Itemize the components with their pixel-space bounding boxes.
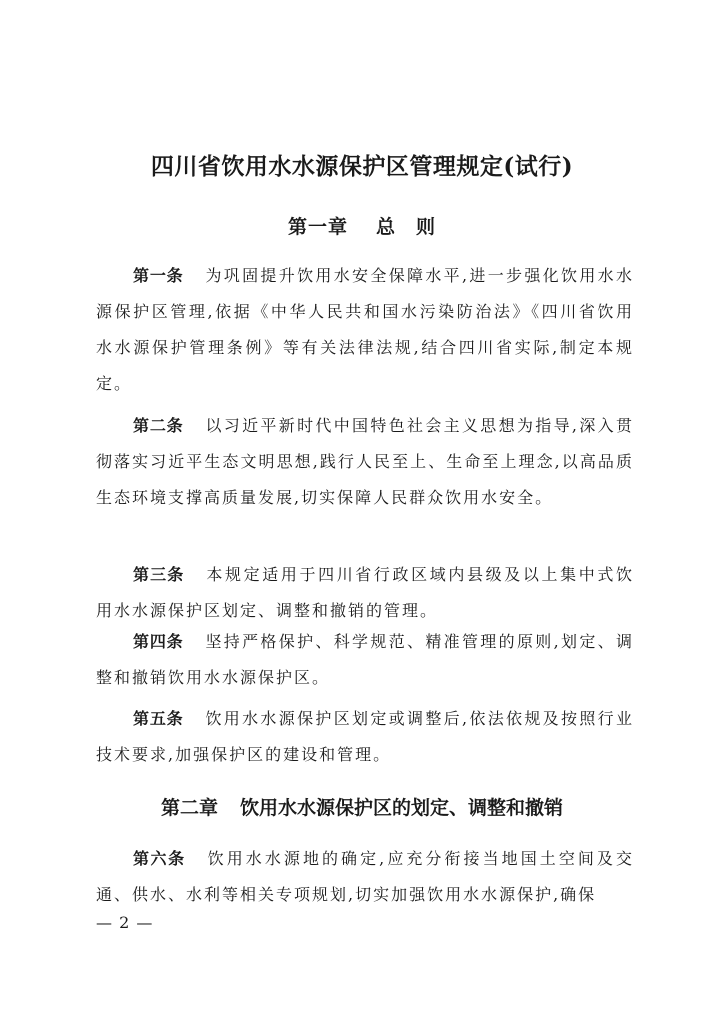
article-4 (96, 624, 634, 696)
article-3 (96, 557, 634, 629)
article-text: 饮用水水源保护区划定或调整后,依法依规及按照行业技术要求,加强保护区的建设和管理。 (96, 709, 634, 764)
article-label: 第一条 (133, 266, 184, 285)
article-label: 第四条 (133, 632, 184, 651)
page-number: — 2 — (96, 913, 154, 932)
article-text: 以习近平新时代中国特色社会主义思想为指导,深入贯彻落实习近平生态文明思想,践行人民至上、生命至上理念,以高品质生态环境支撑高质量发展,切实保障人民群众饮用水安全。 (96, 416, 634, 507)
article-5 (96, 701, 634, 773)
chapter-label: 第二章 (160, 797, 218, 819)
article-text: 为巩固提升饮用水安全保障水平,进一步强化饮用水水源保护区管理,依据《中华人民共和国水污染防治法》《四川省饮用水水源保护管理条例》等有关法律法规,结合四川省实际,制定本规定。 (96, 266, 634, 393)
article-text: 本规定适用于四川省行政区域内县级及以上集中式饮用水水源保护区划定、调整和撤销的管理。 (96, 565, 634, 620)
document-title: 四川省饮用水水源保护区管理规定(试行) (150, 153, 574, 180)
article-label: 第五条 (133, 709, 184, 728)
article-6 (96, 841, 634, 913)
article-text: 饮用水水源地的确定,应充分衔接当地国土空间及交通、供水、水利等相关专项规划,切实加强饮用水水源保护,确保 (96, 849, 634, 904)
article-label: 第二条 (133, 416, 184, 435)
article-1 (96, 258, 634, 402)
chapter-name: 总 则 (376, 216, 437, 238)
article-label: 第六条 (133, 849, 186, 868)
chapter-heading-2 (0, 793, 724, 820)
article-text: 坚持严格保护、科学规范、精准管理的原则,划定、调整和撤销饮用水水源保护区。 (96, 632, 634, 687)
article-2 (96, 408, 634, 516)
article-label: 第三条 (133, 565, 185, 584)
chapter-label: 第一章 (287, 216, 348, 238)
chapter-name: 饮用水水源保护区的划定、调整和撤销 (240, 797, 564, 819)
chapter-heading-1 (0, 212, 724, 239)
